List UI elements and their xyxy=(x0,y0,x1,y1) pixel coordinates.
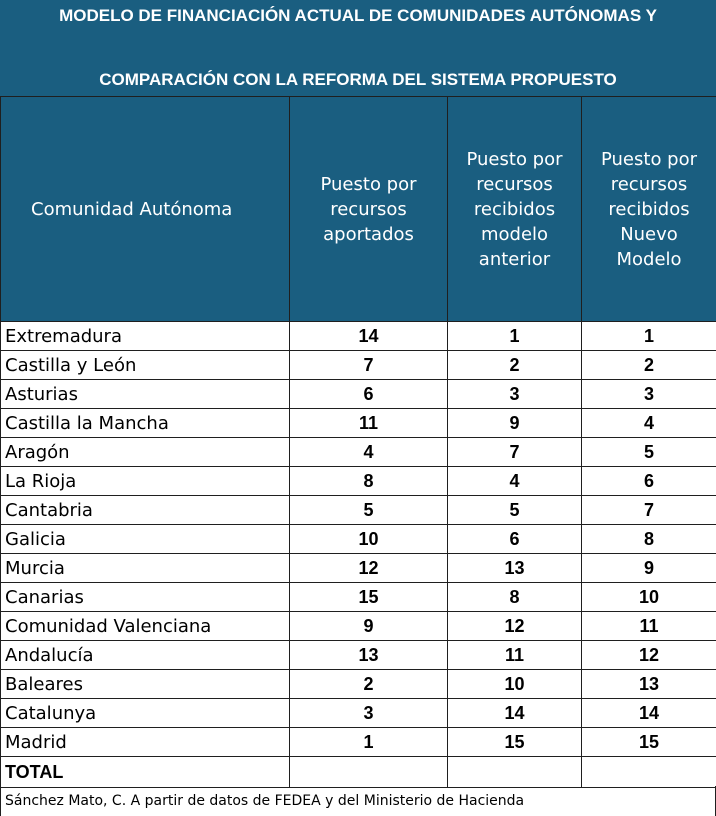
table-row xyxy=(1,699,716,728)
total-label-cell: TOTAL xyxy=(1,757,290,788)
table-row xyxy=(1,728,716,757)
title-line-2: COMPARACIÓN CON LA REFORMA DEL SISTEMA PROPUESTO xyxy=(99,70,617,89)
contributed-rank-cell: 12 xyxy=(290,554,448,583)
community-name-cell: Canarias xyxy=(1,583,290,612)
community-name-cell: Baleares xyxy=(1,670,290,699)
table-row xyxy=(1,583,716,612)
previous-model-rank-cell: 6 xyxy=(448,525,582,554)
previous-model-rank-cell: 10 xyxy=(448,670,582,699)
contributed-rank-cell: 13 xyxy=(290,641,448,670)
new-model-rank-cell: 10 xyxy=(582,583,716,612)
total-empty-cell xyxy=(448,757,582,788)
contributed-rank-cell: 4 xyxy=(290,438,448,467)
community-name-cell: Castilla la Mancha xyxy=(1,409,290,438)
community-name-cell: Extremadura xyxy=(1,322,290,351)
previous-model-rank-cell: 12 xyxy=(448,612,582,641)
new-model-rank-cell: 5 xyxy=(582,438,716,467)
community-name-cell: Madrid xyxy=(1,728,290,757)
contributed-rank-cell: 10 xyxy=(290,525,448,554)
previous-model-rank-cell: 1 xyxy=(448,322,582,351)
previous-model-rank-cell: 5 xyxy=(448,496,582,525)
table-row xyxy=(1,351,716,380)
new-model-rank-cell: 8 xyxy=(582,525,716,554)
previous-model-rank-cell: 3 xyxy=(448,380,582,409)
total-empty-cell xyxy=(582,757,716,788)
title-banner xyxy=(0,0,716,98)
previous-model-rank-cell: 11 xyxy=(448,641,582,670)
contributed-rank-cell: 2 xyxy=(290,670,448,699)
community-name-cell: Cantabria xyxy=(1,496,290,525)
header-text-line: Puesto por xyxy=(600,148,698,170)
community-name-cell: Galicia xyxy=(1,525,290,554)
previous-model-rank-cell: 13 xyxy=(448,554,582,583)
new-model-rank-cell: 15 xyxy=(582,728,716,757)
community-name-cell: La Rioja xyxy=(1,467,290,496)
previous-model-rank-cell: 2 xyxy=(448,351,582,380)
header-text-line: Nuevo xyxy=(620,223,678,245)
header-text-line: recursos xyxy=(610,173,688,195)
header-text-line: Puesto por xyxy=(466,148,563,170)
ranking-table xyxy=(0,96,716,788)
new-model-rank-cell: 12 xyxy=(582,641,716,670)
contributed-rank-cell: 15 xyxy=(290,583,448,612)
new-model-rank-cell: 14 xyxy=(582,699,716,728)
new-model-rank-cell: 13 xyxy=(582,670,716,699)
header-text-line: modelo xyxy=(480,223,549,245)
header-community xyxy=(1,97,290,322)
total-row xyxy=(1,757,716,788)
table-row xyxy=(1,467,716,496)
header-text-line: recursos xyxy=(476,173,553,195)
table-row xyxy=(1,409,716,438)
community-name-cell: Andalucía xyxy=(1,641,290,670)
header-previous-model-rank xyxy=(448,97,582,322)
contributed-rank-cell: 9 xyxy=(290,612,448,641)
community-name-cell: Catalunya xyxy=(1,699,290,728)
new-model-rank-cell: 6 xyxy=(582,467,716,496)
contributed-rank-cell: 7 xyxy=(290,351,448,380)
community-name-cell: Murcia xyxy=(1,554,290,583)
table-row xyxy=(1,496,716,525)
table-row xyxy=(1,612,716,641)
table-row xyxy=(1,641,716,670)
previous-model-rank-cell: 7 xyxy=(448,438,582,467)
header-new-model-rank xyxy=(582,97,716,322)
header-text-line: recibidos xyxy=(473,198,556,220)
new-model-rank-cell: 4 xyxy=(582,409,716,438)
contributed-rank-cell: 6 xyxy=(290,380,448,409)
contributed-rank-cell: 1 xyxy=(290,728,448,757)
table-body xyxy=(1,322,716,788)
contributed-rank-cell: 5 xyxy=(290,496,448,525)
new-model-rank-cell: 7 xyxy=(582,496,716,525)
table-row xyxy=(1,322,716,351)
header-text-line: aportados xyxy=(323,223,414,245)
total-empty-cell xyxy=(290,757,448,788)
new-model-rank-cell: 9 xyxy=(582,554,716,583)
community-name-cell: Asturias xyxy=(1,380,290,409)
previous-model-rank-cell: 9 xyxy=(448,409,582,438)
community-name-cell: Comunidad Valenciana xyxy=(1,612,290,641)
new-model-rank-cell: 1 xyxy=(582,322,716,351)
table-row xyxy=(1,554,716,583)
contributed-rank-cell: 11 xyxy=(290,409,448,438)
previous-model-rank-cell: 14 xyxy=(448,699,582,728)
header-text-line: Comunidad Autónoma xyxy=(31,198,233,220)
new-model-rank-cell: 2 xyxy=(582,351,716,380)
contributed-rank-cell: 8 xyxy=(290,467,448,496)
previous-model-rank-cell: 8 xyxy=(448,583,582,612)
table-row xyxy=(1,438,716,467)
community-name-cell: Aragón xyxy=(1,438,290,467)
community-name-cell: Castilla y León xyxy=(1,351,290,380)
header-contributed-rank xyxy=(290,97,448,322)
title-line-1: MODELO DE FINANCIACIÓN ACTUAL DE COMUNIDADES AUTÓNOMAS Y xyxy=(59,6,657,25)
header-text-line: Modelo xyxy=(616,248,682,270)
header-text-line: recibidos xyxy=(608,198,690,220)
header-text-line: anterior xyxy=(478,248,551,270)
new-model-rank-cell: 3 xyxy=(582,380,716,409)
source-note: Sánchez Mato, C. A partir de datos de FEDEA y del Ministerio de Hacienda xyxy=(0,786,716,816)
previous-model-rank-cell: 15 xyxy=(448,728,582,757)
contributed-rank-cell: 14 xyxy=(290,322,448,351)
table-row xyxy=(1,670,716,699)
new-model-rank-cell: 11 xyxy=(582,612,716,641)
previous-model-rank-cell: 4 xyxy=(448,467,582,496)
header-text-line: recursos xyxy=(330,198,407,220)
table-row xyxy=(1,525,716,554)
header-text-line: Puesto por xyxy=(320,173,417,195)
table-row xyxy=(1,380,716,409)
contributed-rank-cell: 3 xyxy=(290,699,448,728)
header-row xyxy=(1,97,716,322)
